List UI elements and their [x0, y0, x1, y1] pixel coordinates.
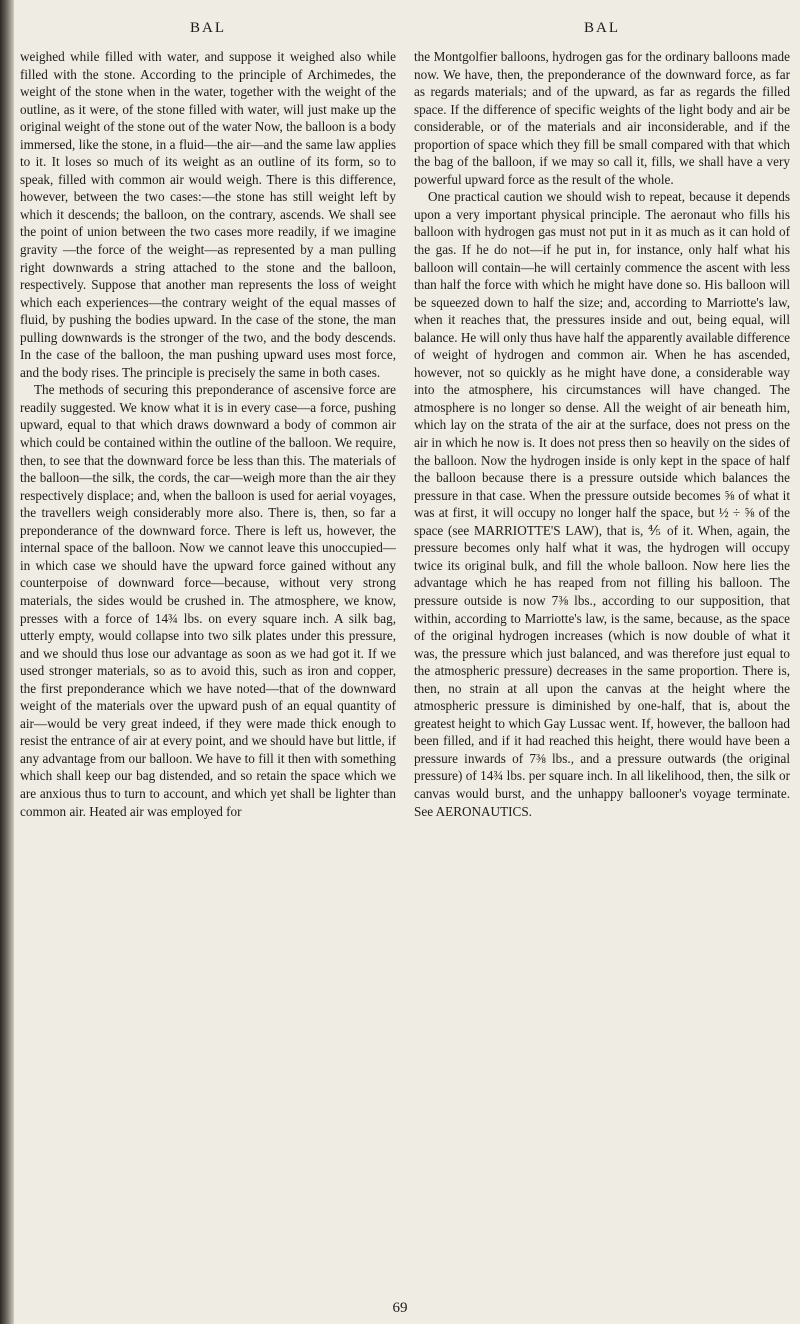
page-number: 69 — [392, 1300, 408, 1316]
right-column-text — [414, 48, 790, 820]
right-running-head: BAL — [584, 20, 620, 36]
left-paragraph-2: The methods of securing this preponderance of ascensive force are readily suggested. We know what it is in every case—a force, pushing upward, equal to that which draws downward a body of common air which could be contained within the outline of the balloon. We require, then, to see that the downward force be less than this. The materials of the balloon—the silk, the cords, the car—weigh more than the air they respectively displace; and, when the balloon is used for aerial voyages, the travellers weigh considerably more also. There is, then, so far a preponderance of the downward force. There is left us, however, the internal space of the balloon. Now we cannot leave this unoccupied—in which case we should have the upward force gained without any counterpoise of downward force—because, without very strong materials, the sides would be crushed in. The atmosphere, we know, presses with a force of 14¾ lbs. on every square inch. A silk bag, utterly empty, would collapse into two silk plates under this pressure, and we should thus lose our advantage as soon as we had got it. If we used stronger materials, so as to avoid this, such as iron and copper, the first preponderance which we have noted—that of the downward weight of the materials over the upward push of an equal quantity of air—would be very great indeed, if they were made thick enough to resist the entrance of air at every point, and we should have but little, if any advantage from our balloon. We have to fill it then with something which shall keep our bag distended, and so retain the space which we are anxious thus to turn to account, and which yet shall be lighter than common air. Heated air was employed for — [20, 382, 396, 819]
right-paragraph-1: the Montgolfier balloons, hydrogen gas for the ordinary balloons made now. We have, then, the preponderance of the downward force, as far as regards materials; and of the upward, as far as regards the filled space. If the difference of specific weights of the light body and air be considerable, or of the materials and air inconsiderable, and if the proportion of space which they fill be small compared with that which the bag of the balloon, if we may so call it, fills, we shall have a very powerful upward force as the result of the whole. — [414, 49, 790, 187]
left-column — [20, 0, 396, 820]
left-paragraph-1: weighed while filled with water, and suppose it weighed also while filled with the stone. According to the principle of Archimedes, the weight of the stone when in the water, together with the weight of the outline, as it were, of the stone filled with water, will just make up the original weight of the stone out of the water Now, the balloon is a body immersed, like the stone, in a fluid—the air—and the same law applies to it. It loses so much of its weight as an outline of its form, so to speak, filled with common air would weigh. There is this difference, however, between the two cases:—the stone has still weight left by which it descends; the balloon, on the contrary, ascends. We shall see the point of union between the two cases more readily, if we imagine gravity —the force of the weight—as represented by a man pulling right downwards a string attached to the stone and the balloon, respectively. Suppose that another man represents the loss of weight which each experiences—the contrary weight of the equal masses of fluid, by pushing the bodies upward. In the case of the stone, the man pulling downwards is the stronger of the two, and the body descends. In the case of the balloon, the man pushing upward uses most force, and the body rises. The principle is precisely the same in both cases. — [20, 49, 397, 380]
right-paragraph-2: One practical caution we should wish to repeat, because it depends upon a very important physical principle. The aeronaut who fills his balloon with hydrogen gas must not put in it as much as it can hold of the gas. If he do not—if he put in, for instance, only half what his balloon will contain—he will certainly commence the ascent with less than half the force with which he might have done so. His balloon will be squeezed down to half the size; and, according to Marriotte's law, when it reaches that, the pressures inside and out, being equal, will balance. He will only thus have half the apparently available difference of weight of hydrogen and common air. When he has ascended, however, not so quickly as he might have done, a considerable way into the atmosphere, his circumstances will have changed. The atmosphere is no longer so dense. All the weight of air beneath him, which lay on the strata of the air at the surface, does not press on the air in which he now is. It does not press then so heavily on the sides of the balloon. Now the hydrogen inside is only kept in the space of half the balloon because there is a pressure outside which balances the pressure in that case. When the pressure outside becomes ⅝ of what it was at first, it will occupy no longer half the space, but ½ ÷ ⅝ of the space (see MARRIOTTE'S LAW), that is, ⅘ of it. When, again, the pressure becomes only half what it was, the hydrogen will occupy twice its original bulk, and fill the whole balloon. Now here lies the advantage which he has reaped from not filling his balloon. The pressure outside is now 7⅜ lbs., according to our supposition, that within, according to Marriotte's law, is the same, because, as the space of the original hydrogen increases (which is now double of what it was, the pressure which just balanced, and was therefore just equal to the atmospheric pressure) decreases in the same proportion. There is, then, no strain at all upon the canvas at the height where the atmospheric pressure is diminished by one-half, that is, about the greatest height to which Gay Lussac went. If, however, the balloon had been filled, and if it had reached this height, there would have been a pressure inwards of 7⅜ lbs., and a pressure outwards (the original pressure) of 14¾ lbs. per square inch. In all likelihood, then, the silk or canvas would burst, and the unhappy ballooner's voyage terminate. See AERONAUTICS. — [414, 189, 790, 819]
left-running-head: BAL — [190, 20, 226, 36]
left-column-text — [20, 48, 396, 820]
right-column — [414, 0, 790, 820]
binding-gutter-shadow — [0, 0, 14, 1324]
